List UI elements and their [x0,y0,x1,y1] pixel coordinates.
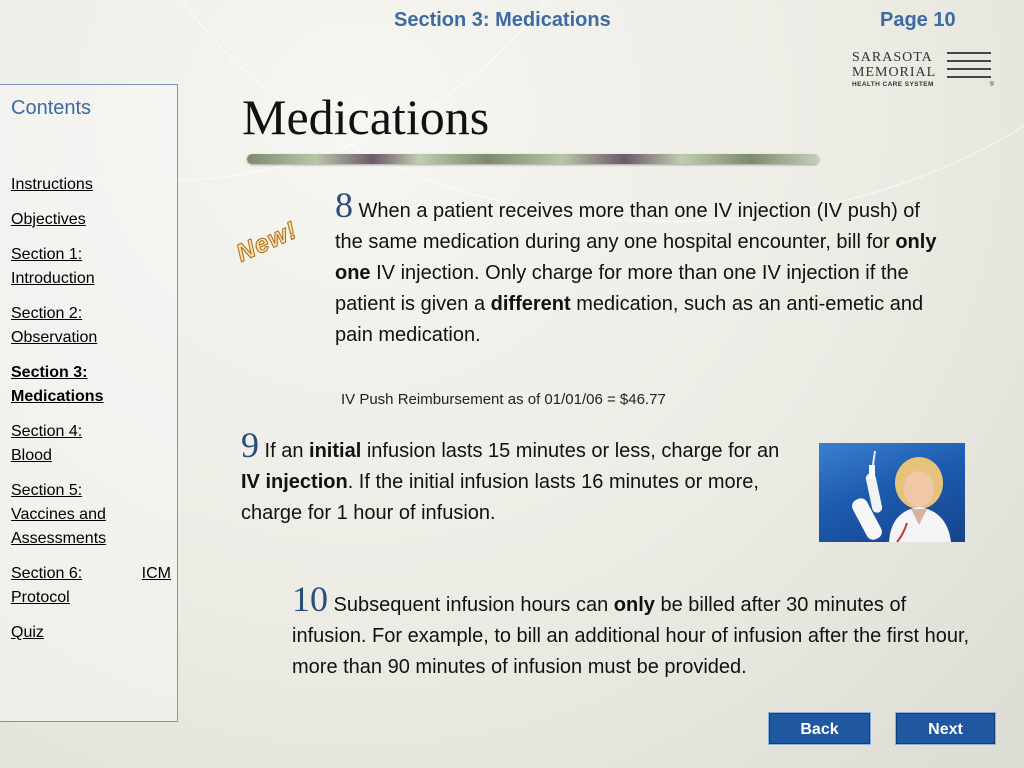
sarasota-memorial-logo [852,50,994,92]
contents-sidebar [0,84,178,722]
paragraph-8: 8 When a patient receives more than one IV injection (IV push) of the same medication during any one hospital encounter, bill for only one IV injection. Only charge for more than one IV injection if the patient is given a different medication, such as an anti-emetic and pain medication. [335,185,937,346]
nurse-with-syringe-photo [819,443,965,542]
logo-registered-mark: ® [989,82,994,88]
page-number-label: Page 10 [880,9,956,31]
new-badge: New! [232,216,302,268]
title-divider [247,154,819,164]
nav-link-instructions[interactable]: Instructions [11,176,93,193]
nav-link-section-5[interactable]: Section 5: Vaccines and Assessments [11,482,107,547]
logo-line-2: MEMORIAL [852,65,937,80]
paragraph-9: 9 If an initial infusion lasts 15 minutes or less, charge for an IV injection. If the initial infusion lasts 16 minutes or more, charge for 1 hour of infusion. [241,425,780,524]
logo-lines-graphic [947,52,991,84]
logo-line-1: SARASOTA [852,50,933,65]
next-button[interactable]: Next [895,712,996,745]
paragraph-10: 10 Subsequent infusion hours can only be billed after 30 minutes of infusion. For example, to bill an additional hour of infusion after the first hour, more than 90 minutes of infusion must be provided. [292,579,970,678]
nav-link-quiz[interactable]: Quiz [11,624,44,641]
nav-link-section-1[interactable]: Section 1: Introduction [11,246,95,287]
logo-line-3: HEALTH CARE SYSTEM [852,81,934,88]
back-button[interactable]: Back [768,712,871,745]
contents-nav [11,173,171,656]
nav-link-section-2[interactable]: Section 2: Observation [11,305,98,346]
nav-link-section-4[interactable]: Section 4: Blood [11,423,83,464]
paragraph-number: 9 [241,425,259,465]
nav-link-section-3-current[interactable]: Section 3: Medications [11,364,104,405]
nav-link-objectives[interactable]: Objectives [11,211,86,228]
sidebar-title: Contents [11,97,92,119]
paragraph-number: 10 [292,579,328,619]
paragraph-number: 8 [335,185,353,225]
section-header-title: Section 3: Medications [394,9,611,31]
reimbursement-note: IV Push Reimbursement as of 01/01/06 = $46.77 [341,391,666,408]
page-title: Medications [242,89,490,145]
nav-link-section-6[interactable]: Section 6: ICM Protocol [11,565,171,606]
